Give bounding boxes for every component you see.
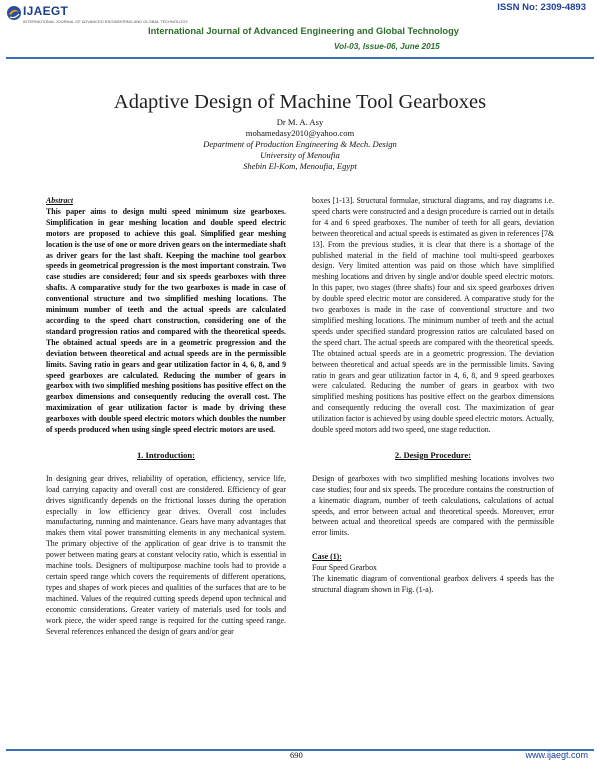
logo-swirl-icon: [6, 5, 22, 21]
introduction-text: In designing gear drives, reliability of operation, efficiency, service life, load carrying capacity and overall cost are considered. Efficiency of gear drives significantly depends on the frictional losses during the operation especially in low efficiency gear drives. Overall cost includes manufacturing, running and maintenance. Gears have many advantages that makes them vital power transmitting elements in any mechanical system. The primary objective of the application of gear drive is to transmit the power between mating gears at constant velocity ratio, which is essential in machine tools. Designers of multipurpose machine tools had to provide a certain speed range which covers the requirements of different operations, types and shapes of work pieces and qualities of the surfaces that are to be machined. Values of the required cutting speeds depend upon technical and economic considerations. Greater variety of materials used for tools and work piece, the wider speed range is required for the cutting speed range. Several references enhanced the design of gears and/or gear: [46, 473, 286, 636]
paper-title: Adaptive Design of Machine Tool Gearboxes: [113, 91, 487, 113]
right-column: [312, 196, 554, 596]
journal-url-link[interactable]: www.ijaegt.com: [525, 750, 588, 760]
author-department: Department of Production Engineering & Mech. Design: [203, 139, 397, 149]
author-name: Dr M. A. Asy: [276, 117, 324, 127]
issn-number: ISSN No: 2309-4893: [497, 2, 586, 13]
page-number: 690: [290, 750, 303, 760]
abstract-heading: Abstract: [46, 196, 74, 205]
case-1-heading: Case (1):: [312, 552, 342, 562]
introduction-heading: 1. Introduction:: [136, 449, 196, 460]
author-email: mohamedasy2010@yahoo.com: [245, 128, 355, 138]
author-university: University of Menoufia: [260, 150, 340, 160]
case-1-subtitle: Four Speed Gearbox: [312, 563, 377, 573]
header-divider: [6, 57, 594, 59]
design-procedure-text: Design of gearboxes with two simplified meshing locations involves two case studies; four and six speeds. The procedure contains the construction of a kinematic diagram, number of teeth calculations, calculations of actual speeds, and error between actual and theoretical speeds. Moreover, error between actual and theoretical speeds are compared with the permissible error limits.: [312, 473, 554, 538]
journal-title: International Journal of Advanced Engineering and Global Technology: [148, 26, 459, 36]
abstract-text: This paper aims to design multi speed minimum size gearboxes. Simplification in gear meshing location and double speed electric motors are proposed to achieve this goal. Simplified gear meshing location is the use of one or more driven gears on the intermediate shaft as driver gears for the last shaft. Keeping the machine tool gearbox speeds in geometrical progression is the most important constrain. Two case studies are considered; four and six speeds gearboxes with three shafts. A comparative study for the two gearboxes is made in case of conventional structure and two simplified meshing locations. The minimum number of teeth and the actual speeds are calculated according to the speed chart construction, considering one of the standard progression ratios and compared with the theoretical speeds. The obtained actual speeds are in a geometric progression and the deviation between theoretical and actual speeds are in the permissible limits. Saving ratio in gears and gear utilization factor in 4, 6, 8, and 9 speed gearboxes are calculated. Reducing the number of gears in gearbox with two simplified meshing positions has positive effect on the gearbox dimensions and consequently reducing the overall cost. The maximization of gear utilization factor is made by driving these gearboxes with double speed electric motors which doubles the number of speeds produced when using single speed electric motors are used.: [46, 206, 286, 435]
logo-tagline: INTERNATIONAL JOURNAL OF ADVANCED ENGINEERING AND GLOBAL TECHNOLOGY: [23, 19, 189, 24]
intro-continuation-text: boxes [1-13]. Structural formulae, structural diagrams, and ray diagrams i.e. speed charts were constructed and a design procedure is carried out in details for 4 and 6 speed gearboxes. The number of teeth for all gears, deviation between theoretical and actual speeds is estimated as given in references [7& 13]. From the previous studies, it is clear that there is a shortage of the published material in the field of machine tool multi-speed gearboxes design. Very limited attention was paid on those which have simplified meshing locations and driven by single and/or double speed electric motors. In this paper, two stages (three shafts) four and six speed gearboxes driven by double speed electric motor are considered. A comparative study for the two gearboxes is made in the case of conventional structure and two simplified meshing locations. The minimum number of teeth and the actual speeds under specified standard progression ratios are calculated based on the speed chart. The actual speeds are compared with the theoretical speeds. The obtained actual speeds are in a geometric progression. The deviation between theoretical and actual speeds are in the permissible limits. Saving ratio in gears and gear utilization factor in 4, 6, 8, and 9 speed gearboxes were calculated. Reducing the number of gears in gearbox with two simplified meshing positions has positive effect on the gearbox dimensions and consequently reducing the overall cost. The maximization of gear utilization factor is achieved by using double speed electric motors. Actually, double speed motors add two speed, one stage reduction.: [312, 196, 554, 435]
design-procedure-heading: 2. Design Procedure:: [394, 449, 472, 460]
author-location: Shebin El-Kom, Menoufia, Egypt: [243, 161, 357, 171]
journal-logo: [6, 2, 189, 30]
volume-issue: Vol-03, Issue-06, June 2015: [334, 42, 440, 51]
left-column: [46, 196, 286, 637]
case-1-text: The kinematic diagram of conventional gearbox delivers 4 speeds has the structural diagram shown in Fig. (1-a).: [312, 574, 554, 594]
logo-text: IJAEGT: [23, 4, 69, 18]
